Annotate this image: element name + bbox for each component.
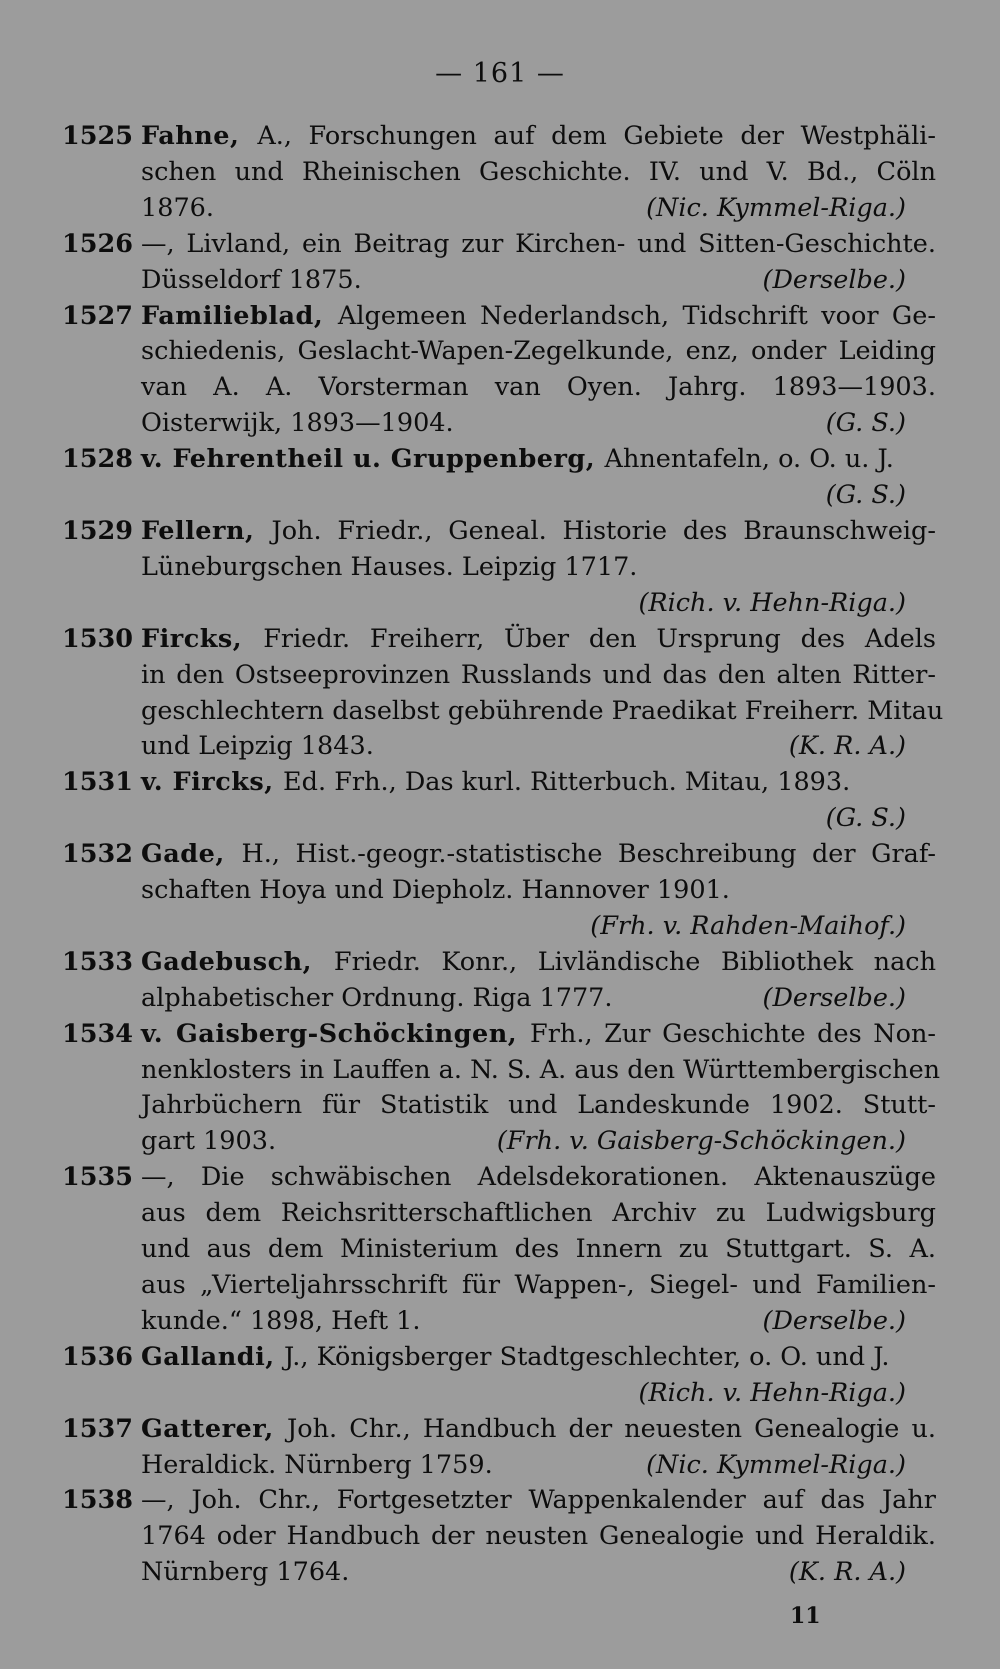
entry-text: schiedenis, Geslacht-Wapen-Zegelkunde, enz, onder Leiding: [141, 336, 936, 367]
entry-text: Fahne, A., Forschungen auf dem Gebiete der Westphäli-: [141, 121, 937, 151]
bibliography-entry: [62, 227, 936, 299]
bibliography-entry: [62, 1340, 936, 1412]
bibliography-entry: [62, 945, 936, 1017]
entry-source: (Nic. Kymmel-Riga.): [646, 192, 906, 223]
entry-line: [141, 1483, 936, 1519]
entry-text: geschlechtern daselbst gebührende Praedikat Freiherr. Mitau: [141, 695, 944, 726]
entry-source: (Rich. v. Hehn-Riga.): [638, 587, 906, 618]
entry-source: (G. S.): [825, 803, 906, 834]
entry-number: 1525: [62, 121, 133, 151]
entry-author: Fahne,: [141, 121, 258, 151]
entry-line: [141, 622, 936, 658]
entry-line: [141, 1053, 941, 1089]
entry-line: [141, 550, 936, 586]
entry-line: [141, 370, 936, 406]
entry-text: Gadebusch, Friedr. Konr., Livländische Bibliothek nach: [141, 946, 936, 977]
entry-number: 1533: [62, 946, 133, 977]
entry-text: Jahrbüchern für Statistik und Landeskunde 1902. Stutt-: [141, 1090, 936, 1121]
entry-source: (Derselbe.): [762, 982, 906, 1013]
entry-text: Gatterer, Joh. Chr., Handbuch der neuesten Genealogie u.: [141, 1413, 936, 1444]
entry-text: van A. A. Vorsterman van Oyen. Jahrg. 1893—1903.: [141, 372, 936, 403]
entry-source: (K. R. A.): [788, 1557, 906, 1588]
entry-source: (Derselbe.): [762, 264, 906, 295]
entry-text: Düsseldorf 1875.: [141, 264, 362, 295]
entry-text: schen und Rheinischen Geschichte. IV. und V. Bd., Cöln: [141, 156, 936, 187]
entry-number: 1535: [62, 1162, 133, 1193]
entry-text: und aus dem Ministerium des Innern zu Stuttgart. S. A.: [141, 1234, 936, 1265]
entry-line: [141, 1304, 936, 1340]
bibliography-entry: [62, 622, 944, 766]
entry-text: Nürnberg 1764.: [141, 1557, 350, 1588]
bibliography-entry: [62, 1412, 936, 1484]
entry-text: 1876.: [141, 192, 215, 223]
entry-text: Fellern, Joh. Friedr., Geneal. Historie des Braunschweig-: [141, 515, 936, 546]
entry-text: —, Livland, ein Beitrag zur Kirchen- und Sitten-Geschichte.: [141, 228, 936, 259]
entry-author: v. Fircks,: [141, 767, 284, 798]
bibliography-entry: [62, 514, 936, 622]
bibliography-entry: [62, 765, 936, 837]
entry-text: —, Joh. Chr., Fortgesetzter Wappenkalender auf das Jahr: [141, 1485, 936, 1516]
entry-line: [141, 1412, 936, 1448]
entry-line: [141, 694, 944, 730]
entry-author: Fellern,: [141, 515, 272, 546]
entry-line: [141, 406, 936, 442]
entry-number: 1528: [62, 444, 133, 475]
entry-source: (Rich. v. Hehn-Riga.): [638, 1377, 906, 1408]
entry-line: [141, 1519, 936, 1555]
entry-line: [141, 442, 936, 478]
entry-source: (K. R. A.): [788, 731, 906, 762]
entry-source: (G. S.): [825, 480, 906, 511]
entry-text: Oisterwijk, 1893—1904.: [141, 408, 454, 439]
entry-text: Fircks, Friedr. Freiherr, Über den Ursprung des Adels: [141, 623, 936, 654]
entry-line: [141, 729, 936, 765]
entry-source: (Frh. v. Gaisberg-Schöckingen.): [496, 1126, 906, 1157]
entry-author: Familieblad,: [141, 300, 338, 331]
entry-author: Gatterer,: [141, 1413, 288, 1444]
entry-number: 1537: [62, 1413, 133, 1444]
entry-author: Gallandi,: [141, 1341, 285, 1372]
entry-author: v. Fehrentheil u. Gruppenberg,: [141, 444, 605, 475]
entry-line: [141, 263, 936, 299]
entry-author: Fircks,: [141, 623, 264, 654]
entry-line: [141, 155, 936, 191]
entry-text: alphabetischer Ordnung. Riga 1777.: [141, 982, 613, 1013]
entry-line: [141, 1555, 936, 1591]
entry-text: —, Die schwäbischen Adelsdekorationen. Aktenauszüge: [141, 1162, 936, 1193]
bibliography-entry: [62, 299, 936, 443]
entry-text: 1764 oder Handbuch der neusten Genealogie und Heraldik.: [141, 1521, 936, 1552]
entry-line: [141, 837, 936, 873]
entry-number: 1530: [62, 623, 133, 654]
entry-line: [141, 119, 936, 155]
bibliography-entry: [62, 442, 936, 514]
entry-text: Gallandi, J., Königsberger Stadtgeschlechter, o. O. und J.: [141, 1341, 890, 1372]
entry-author: Gade,: [141, 839, 242, 870]
entry-text: kunde.“ 1898, Heft 1.: [141, 1305, 421, 1336]
entry-line: [141, 1017, 936, 1053]
entry-source: (Nic. Kymmel-Riga.): [646, 1449, 906, 1480]
entry-author: Gadebusch,: [141, 946, 334, 977]
entry-text: v. Gaisberg-Schöckingen, Frh., Zur Geschichte des Non-: [141, 1018, 936, 1049]
entry-text: v. Fircks, Ed. Frh., Das kurl. Ritterbuch. Mitau, 1893.: [141, 767, 851, 798]
entry-text: aus dem Reichsritterschaftlichen Archiv zu Ludwigsburg: [141, 1198, 936, 1229]
entry-number: 1538: [62, 1485, 133, 1516]
entry-number: 1531: [62, 767, 133, 798]
entry-source: (G. S.): [825, 408, 906, 439]
bibliography-entry: [62, 1017, 941, 1161]
entry-text: Gade, H., Hist.-geogr.-statistische Beschreibung der Graf-: [141, 839, 936, 870]
entry-line: [141, 1088, 936, 1124]
entry-number: 1534: [62, 1018, 133, 1049]
entry-author: v. Gaisberg-Schöckingen,: [141, 1018, 531, 1049]
entry-line: [141, 873, 936, 909]
page-number: — 161 —: [435, 58, 565, 89]
entry-line: [141, 1268, 936, 1304]
entry-text: in den Ostseeprovinzen Russlands und das den alten Ritter-: [141, 659, 936, 690]
entry-number: 1529: [62, 515, 133, 546]
entry-text: aus „Vierteljahrsschrift für Wappen-, Siegel- und Familien-: [141, 1270, 936, 1300]
entry-source: (Frh. v. Rahden-Maihof.): [590, 910, 906, 941]
entry-text: gart 1903.: [141, 1126, 277, 1157]
entry-line: [141, 299, 936, 335]
entry-text: Heraldick. Nürnberg 1759.: [141, 1449, 493, 1480]
entry-line: [141, 981, 936, 1017]
entry-number: 1536: [62, 1341, 133, 1372]
entry-line: [141, 191, 936, 227]
entry-line: [141, 1124, 936, 1160]
entry-number: 1527: [62, 300, 133, 331]
entry-number: 1526: [62, 228, 133, 259]
entry-text: Familieblad, Algemeen Nederlandsch, Tidschrift voor Ge-: [141, 300, 936, 331]
entry-line: [141, 1196, 936, 1232]
bibliography-entry: [62, 837, 936, 945]
entry-line: [141, 1160, 936, 1196]
entry-line: [141, 334, 936, 370]
entry-line: [141, 765, 936, 801]
bibliography-entry: [62, 119, 936, 227]
entry-text: schaften Hoya und Diepholz. Hannover 1901.: [141, 875, 730, 906]
bibliography-entry: [62, 1160, 936, 1340]
entry-line: [141, 945, 936, 981]
entry-text: v. Fehrentheil u. Gruppenberg, Ahnentafeln, o. O. u. J.: [141, 444, 894, 475]
entry-line: [141, 1340, 936, 1376]
entry-line: [141, 227, 936, 263]
entry-line: [141, 658, 936, 694]
entry-source: (Derselbe.): [762, 1305, 906, 1336]
printer-signature: 11: [790, 1603, 821, 1629]
entry-number: 1532: [62, 839, 133, 870]
bibliography-list: [62, 119, 944, 1591]
entry-text: und Leipzig 1843.: [141, 731, 374, 762]
entry-line: [141, 1448, 936, 1484]
entry-line: [141, 514, 936, 550]
bibliography-entry: [62, 1483, 936, 1591]
entry-text: nenklosters in Lauffen a. N. S. A. aus den Württembergischen: [141, 1054, 941, 1085]
entry-text: Lüneburgschen Hauses. Leipzig 1717.: [141, 551, 638, 582]
entry-line: [141, 1232, 936, 1268]
